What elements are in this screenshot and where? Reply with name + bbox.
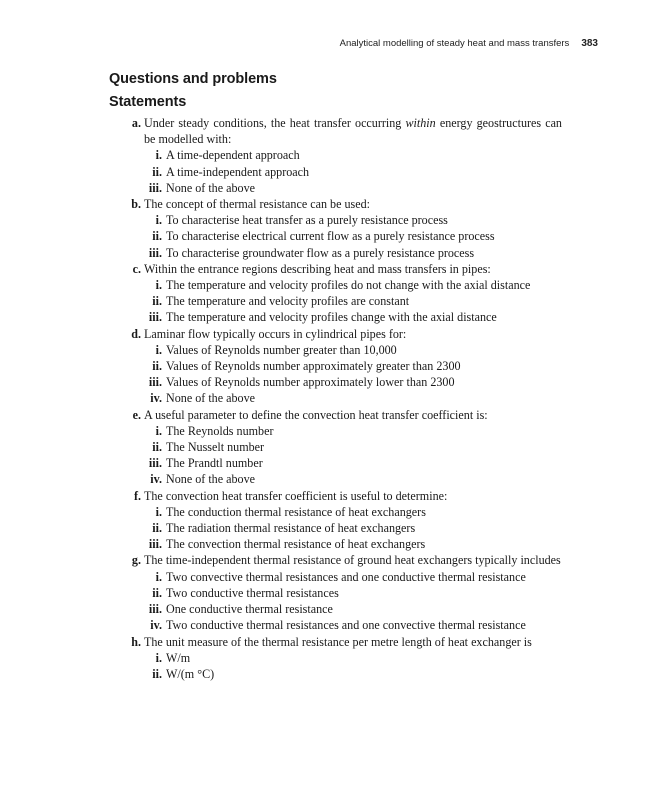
option-label: iii. bbox=[148, 245, 162, 260]
option-label: i. bbox=[155, 213, 162, 228]
answer-option bbox=[110, 374, 562, 390]
option-text: The temperature and velocity profiles do not change with the axial distance bbox=[166, 278, 531, 293]
option-text: The Prandtl number bbox=[166, 456, 263, 471]
answer-option bbox=[110, 504, 562, 520]
answer-option bbox=[110, 212, 562, 228]
option-label: ii. bbox=[152, 440, 162, 455]
option-label: ii. bbox=[152, 164, 162, 179]
option-text: The temperature and velocity profiles change with the axial distance bbox=[166, 310, 497, 325]
answer-option bbox=[110, 180, 562, 196]
option-text: To characterise groundwater flow as a purely resistance process bbox=[166, 245, 475, 260]
question-label: c. bbox=[132, 261, 141, 276]
answer-option bbox=[110, 471, 562, 487]
question-text: The convection heat transfer coefficient is useful to determine: bbox=[144, 488, 448, 503]
option-label: ii. bbox=[152, 521, 162, 536]
option-text: The radiation thermal resistance of heat exchangers bbox=[166, 521, 416, 536]
answer-option bbox=[110, 585, 562, 601]
question-text-part: Under steady conditions, the heat transfer occurring bbox=[144, 116, 406, 130]
option-text: Two conductive thermal resistances bbox=[166, 585, 339, 600]
option-label: iv. bbox=[150, 618, 162, 633]
question-text: The concept of thermal resistance can be used: bbox=[144, 197, 370, 212]
running-header bbox=[0, 38, 598, 49]
answer-option bbox=[110, 164, 562, 180]
answer-option bbox=[110, 455, 562, 471]
question-list bbox=[110, 115, 562, 682]
question-text: The unit measure of the thermal resistance per metre length of heat exchanger is bbox=[144, 634, 532, 649]
option-text: The Nusselt number bbox=[166, 440, 265, 455]
question-label: g. bbox=[131, 553, 141, 568]
question-text: A useful parameter to define the convection heat transfer coefficient is: bbox=[144, 407, 488, 422]
question-item bbox=[110, 261, 562, 277]
option-label: ii. bbox=[152, 229, 162, 244]
option-text: Values of Reynolds number greater than 10,000 bbox=[166, 342, 397, 357]
option-label: i. bbox=[155, 423, 162, 438]
option-label: iii. bbox=[148, 310, 162, 325]
answer-option bbox=[110, 666, 562, 682]
option-text: Values of Reynolds number approximately lower than 2300 bbox=[166, 375, 455, 390]
question-item bbox=[110, 326, 562, 342]
answer-option bbox=[110, 601, 562, 617]
answer-option bbox=[110, 277, 562, 293]
option-text: None of the above bbox=[166, 472, 255, 487]
option-label: iii. bbox=[148, 537, 162, 552]
option-text: None of the above bbox=[166, 180, 255, 195]
question-item bbox=[110, 634, 562, 650]
option-text: The temperature and velocity profiles are constant bbox=[166, 294, 410, 309]
question-item bbox=[110, 488, 562, 504]
question-label: a. bbox=[131, 116, 141, 130]
option-label: i. bbox=[155, 504, 162, 519]
question-label: e. bbox=[132, 407, 141, 422]
running-title: Analytical modelling of steady heat and mass transfers bbox=[339, 38, 570, 49]
question-text-emphasis: within bbox=[405, 116, 436, 130]
option-text: The convection thermal resistance of heat exchangers bbox=[166, 537, 426, 552]
answer-option bbox=[110, 390, 562, 406]
option-label: iv. bbox=[150, 391, 162, 406]
option-label: i. bbox=[155, 342, 162, 357]
answer-option bbox=[110, 520, 562, 536]
option-text: The conduction thermal resistance of heat exchangers bbox=[166, 504, 426, 519]
option-label: i. bbox=[155, 569, 162, 584]
question-item bbox=[110, 115, 562, 147]
option-text: One conductive thermal resistance bbox=[166, 602, 333, 617]
option-text: None of the above bbox=[166, 391, 255, 406]
answer-option bbox=[110, 423, 562, 439]
question-label: d. bbox=[131, 326, 141, 341]
question-item bbox=[110, 196, 562, 212]
option-text: Two conductive thermal resistances and one convective thermal resistance bbox=[166, 618, 526, 633]
question-text-part: energy geostructures can be modelled with: bbox=[144, 116, 562, 147]
answer-option bbox=[110, 342, 562, 358]
answer-option bbox=[110, 569, 562, 585]
page-number: 383 bbox=[581, 38, 598, 49]
option-label: i. bbox=[155, 278, 162, 293]
option-text: Two convective thermal resistances and one conductive thermal resistance bbox=[166, 569, 526, 584]
option-label: iii. bbox=[148, 456, 162, 471]
answer-option bbox=[110, 650, 562, 666]
question-text bbox=[144, 115, 562, 147]
option-text: To characterise electrical current flow as a purely resistance process bbox=[166, 229, 495, 244]
option-text: W/(m °C) bbox=[166, 666, 215, 681]
answer-option bbox=[110, 309, 562, 325]
option-text: To characterise heat transfer as a purely resistance process bbox=[166, 213, 448, 228]
question-label: h. bbox=[131, 634, 141, 649]
option-label: ii. bbox=[152, 585, 162, 600]
option-label: iii. bbox=[148, 602, 162, 617]
option-label: iii. bbox=[148, 375, 162, 390]
question-label: f. bbox=[133, 488, 141, 503]
answer-option bbox=[110, 617, 562, 633]
option-text: Values of Reynolds number approximately greater than 2300 bbox=[166, 359, 461, 374]
answer-option bbox=[110, 358, 562, 374]
question-label: b. bbox=[131, 197, 141, 212]
option-text: The Reynolds number bbox=[166, 423, 274, 438]
question-item bbox=[110, 407, 562, 423]
subsection-title: Statements bbox=[109, 94, 187, 110]
option-label: ii. bbox=[152, 294, 162, 309]
question-item bbox=[110, 552, 562, 568]
option-label: i. bbox=[155, 650, 162, 665]
answer-option bbox=[110, 293, 562, 309]
option-label: i. bbox=[155, 148, 162, 163]
question-text: Laminar flow typically occurs in cylindrical pipes for: bbox=[144, 326, 407, 341]
answer-option bbox=[110, 439, 562, 455]
option-text: A time-independent approach bbox=[166, 164, 310, 179]
option-text: W/m bbox=[166, 650, 191, 665]
section-title: Questions and problems bbox=[109, 71, 277, 87]
answer-option bbox=[110, 147, 562, 163]
option-label: ii. bbox=[152, 359, 162, 374]
answer-option bbox=[110, 536, 562, 552]
question-text: Within the entrance regions describing heat and mass transfers in pipes: bbox=[144, 261, 491, 276]
option-text: A time-dependent approach bbox=[166, 148, 300, 163]
answer-option bbox=[110, 228, 562, 244]
option-label: iii. bbox=[148, 180, 162, 195]
option-label: iv. bbox=[150, 472, 162, 487]
question-text: The time-independent thermal resistance of ground heat exchangers typically includes bbox=[144, 553, 561, 568]
answer-option bbox=[110, 245, 562, 261]
option-label: ii. bbox=[152, 666, 162, 681]
